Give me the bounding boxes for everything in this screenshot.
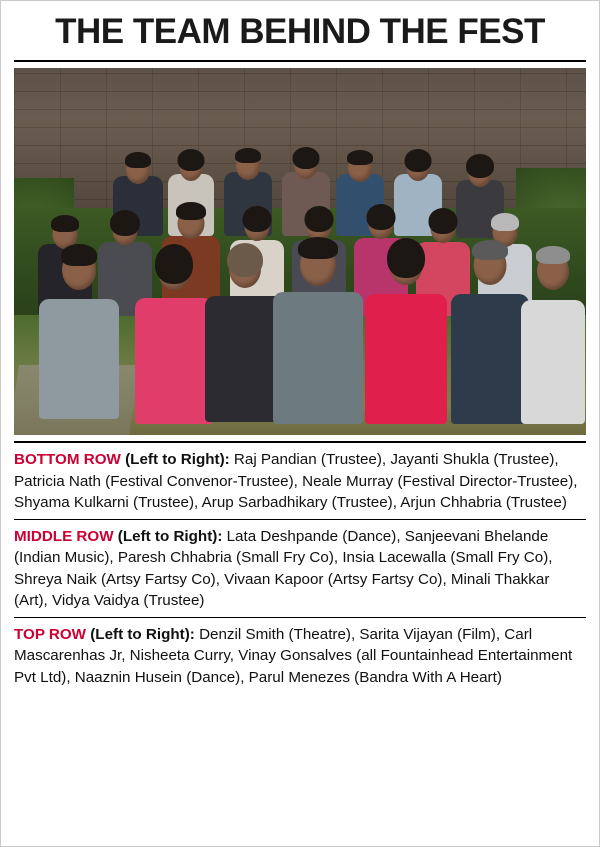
caption-top-row-text: Denzil Smith (Theatre), Sarita Vijayan (Film), Carl Mascarenhas Jr, Nisheeta Curry, Vinay Gonsalves (all Fountainhead Entertainment Pvt Ltd), Naaznin Husein (Dance), Parul Menezes (Bandra With A Heart) [14,625,573,686]
title-divider [14,60,586,62]
caption-divider-1 [14,441,586,443]
caption-divider-3 [14,617,586,618]
caption-middle-row-label: MIDDLE ROW [14,527,114,545]
caption-bottom-row-direction: (Left to Right): [125,451,230,468]
person-bottom-4 [270,236,366,424]
caption-top-row [14,624,586,689]
caption-divider-2 [14,519,586,520]
caption-bottom-row [14,449,586,514]
caption-middle-row [14,526,586,612]
team-group-photo [14,68,586,435]
caption-middle-row-direction: (Left to Right): [117,527,223,545]
caption-top-row-direction: (Left to Right): [90,625,195,643]
person-bottom-7 [520,244,586,424]
person-bottom-5 [362,238,450,424]
caption-area [14,441,586,688]
caption-bottom-row-text: Raj Pandian (Trustee), Jayanti Shukla (Trustee), Patricia Nath (Festival Convenor-Trustee), Neale Murray (Festival Director-Trustee), Shyama Kulkarni (Trustee), Arup Sarbadhikary (Trustee), Arjun Chhabria (Trustee) [14,451,578,511]
caption-middle-row-text: Lata Deshpande (Dance), Sanjeevani Bhelande (Indian Music), Paresh Chhabria (Small Fry Co), Insia Lacewalla (Small Fry Co), Shreya Naik (Artsy Fartsy Co), Vivaan Kapoor (Artsy Fartsy Co), Minali Thakkar (Art), Vidya Vaidya (Trustee) [14,527,553,609]
person-bottom-1 [36,244,122,419]
caption-top-row-label: TOP ROW [14,625,87,643]
page-title: THE TEAM BEHIND THE FEST [55,12,545,51]
caption-bottom-row-label: BOTTOM ROW [14,451,121,468]
